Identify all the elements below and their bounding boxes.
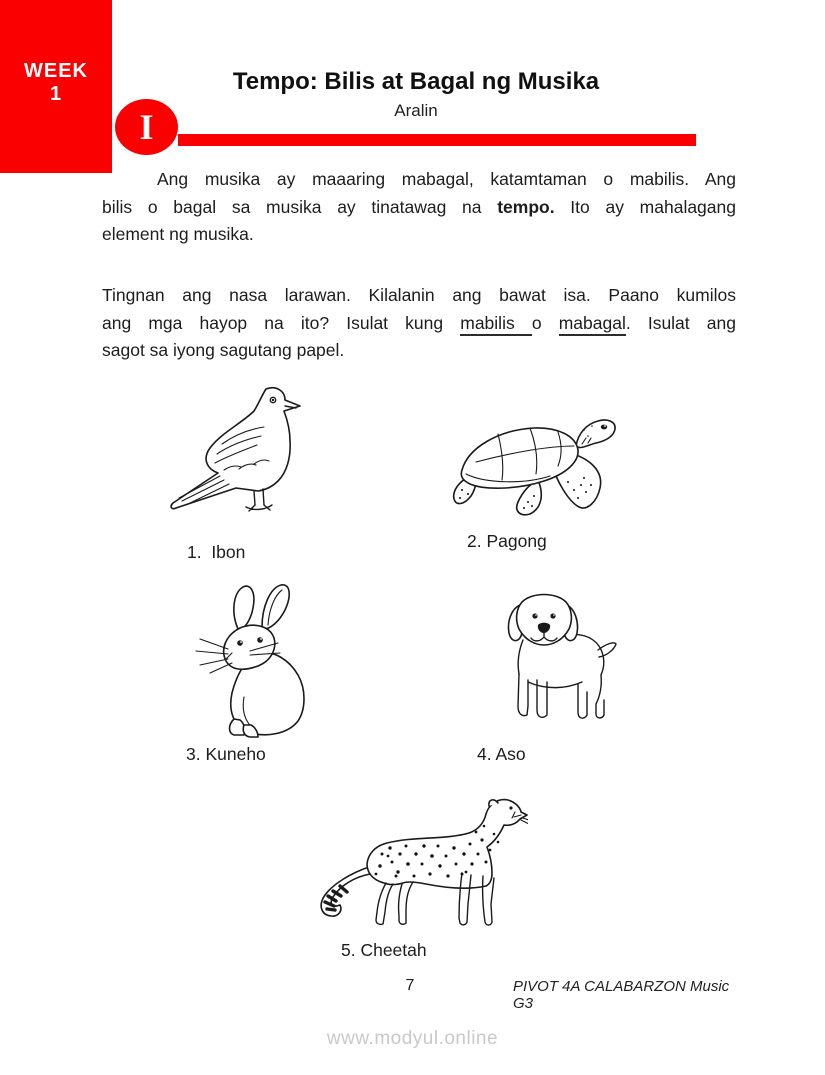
figure-label-kuneho: 3. Kuneho — [186, 744, 266, 764]
underlined-term: mabilis — [460, 313, 532, 336]
underlined-term: mabagal — [559, 313, 626, 336]
text-segment: element ng musika. — [102, 224, 254, 244]
text-line — [102, 310, 736, 338]
page-subtitle: Aralin — [394, 101, 438, 120]
week-banner-number: 1 — [49, 83, 63, 105]
text-segment: Tingnan ang nasa larawan. Kilalanin ang bawat isa. Paano kumilos — [102, 285, 736, 305]
figure-label-ibon: 1. Ibon — [187, 542, 246, 562]
cheetah-icon — [302, 796, 528, 938]
text-segment: Ang musika ay maaaring mabagal, katamtaman o mabilis. Ang — [157, 169, 736, 189]
figure-label-aso: 4. Aso — [477, 744, 526, 764]
instructions-paragraph — [102, 282, 736, 365]
section-marker-badge — [115, 99, 178, 155]
section-divider-bar — [178, 134, 696, 146]
text-segment: sagot sa iyong sagutang papel. — [102, 340, 345, 360]
watermark: www.modyul.online — [326, 1028, 499, 1049]
week-banner-word: WEEK — [24, 60, 88, 82]
text-line — [102, 194, 736, 222]
text-line — [102, 166, 736, 194]
text-line — [102, 337, 736, 365]
footer-source: PIVOT 4A CALABARZON Music G3 — [513, 978, 730, 1012]
section-marker-letter: I — [139, 107, 154, 147]
page-number: 7 — [405, 977, 415, 994]
figure-label-cheetah: 5. Cheetah — [341, 940, 427, 960]
turtle-icon — [446, 410, 640, 524]
intro-paragraph — [102, 166, 736, 249]
rabbit-icon — [186, 581, 332, 741]
text-segment: bilis o bagal sa musika ay tinatawag na — [102, 196, 498, 217]
text-line — [102, 282, 736, 310]
page-title: Tempo: Bilis at Bagal ng Musika — [232, 68, 600, 95]
text-segment: ang mga hayop na ito? Isulat kung — [102, 312, 461, 333]
dog-icon — [494, 588, 619, 734]
figure-label-pagong: 2. Pagong — [467, 531, 547, 551]
bold-term: tempo. — [497, 196, 555, 217]
text-segment: . Isulat ang — [625, 312, 736, 333]
pigeon-icon — [166, 384, 316, 528]
text-segment: Ito ay mahalagang — [554, 196, 736, 217]
text-line — [102, 221, 736, 249]
text-segment: o — [531, 312, 559, 333]
